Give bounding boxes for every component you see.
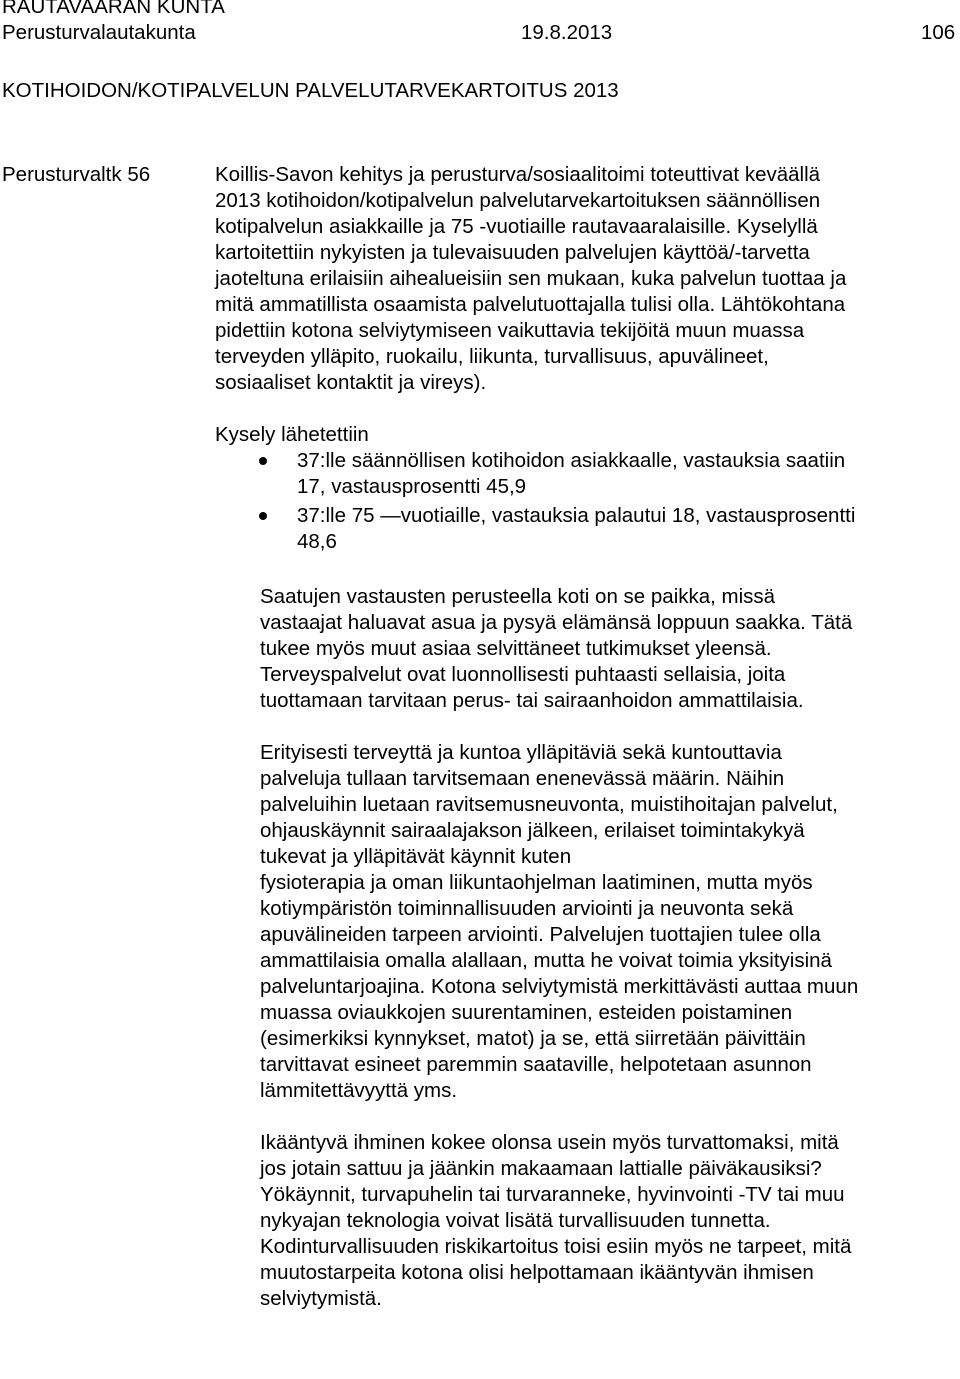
bullet-icon [259, 457, 267, 465]
text-line: 37:lle 75 —vuotiaille, vastauksia palautui 18, vastausprosentti [297, 504, 856, 527]
text-line: Erityisesti terveyttä ja kuntoa ylläpitäviä sekä kuntouttavia [260, 741, 782, 764]
text-line: tukee myös muut asiaa selvittäneet tutkimukset yleensä. [260, 637, 772, 660]
text-line: ammattilaisia omalla alallaan, mutta he voivat toimia yksityisinä [260, 949, 832, 972]
text-line: vastaajat haluavat asua ja pysyä elämänsä loppuun saakka. Tätä [260, 611, 853, 634]
text-line: fysioterapia ja oman liikuntaohjelman laatiminen, mutta myös [260, 871, 813, 894]
text-line: Kodinturvallisuuden riskikartoitus toisi esiin myös ne tarpeet, mitä [260, 1235, 852, 1258]
bullet-icon [259, 512, 267, 520]
text-line: apuvälineiden tarpeen arviointi. Palvelujen tuottajien tulee olla [260, 923, 821, 946]
text-line: sosiaaliset kontaktit ja vireys). [215, 371, 487, 394]
text-line: tarvittavat esineet paremmin saataville, helpotetaan asunnon [260, 1053, 812, 1076]
text-line: nykyajan teknologia voivat lisätä turvallisuuden tunnetta. [260, 1209, 771, 1232]
organization-name: RAUTAVAARAN KUNTA [2, 0, 225, 18]
text-line: ohjauskäynnit sairaalajakson jälkeen, erilaiset toimintakykyä [260, 819, 805, 842]
text-line: tukevat ja ylläpitävät käynnit kuten [260, 845, 572, 868]
text-line: kotipalvelun asiakkaille ja 75 -vuotiaille rautavaaralaisille. Kyselyllä [215, 215, 818, 238]
safety-paragraph [215, 1130, 960, 1312]
board-name: Perusturvalautakunta [2, 21, 196, 44]
spacer [215, 396, 960, 422]
text-line: 17, vastausprosentti 45,9 [297, 475, 527, 498]
text-line: 37:lle säännöllisen kotihoidon asiakkaalle, vastauksia saatiin [297, 449, 846, 472]
text-line: Ikääntyvä ihminen kokee olonsa usein myös turvattomaksi, mitä [260, 1131, 839, 1154]
text-line: pidettiin kotona selviytymiseen vaikuttavia tekijöitä muun muassa [215, 319, 805, 342]
text-line: Saatujen vastausten perusteella koti on se paikka, missä [260, 585, 776, 608]
text-line: muassa oviaukkojen suurentaminen, esteiden poistaminen [260, 1001, 793, 1024]
text-line: lämmitettävyyttä yms. [260, 1079, 458, 1102]
text-line: palveluntarjoajina. Kotona selviytymistä merkittävästi auttaa muun [260, 975, 859, 998]
text-line: palveluja tullaan tarvitsemaan enenevässä määrin. Näihin [260, 767, 785, 790]
meeting-date: 19.8.2013 [521, 21, 613, 44]
services-paragraph [215, 740, 960, 1104]
list-item [215, 503, 960, 555]
text-line: (esimerkiksi kynnykset, matot) ja se, että siirretään päivittäin [260, 1027, 806, 1050]
text-line: Yökäynnit, turvapuhelin tai turvaranneke, hyvinvointi -TV tai muu [260, 1183, 845, 1206]
text-line: jos jotain sattuu ja jäänkin makaamaan lattialle päiväkausiksi? [260, 1157, 822, 1180]
text-line: kotiympäristön toiminnallisuuden arviointi ja neuvonta sekä [260, 897, 794, 920]
text-line: palveluihin luetaan ravitsemusneuvonta, muistihoitajan palvelut, [260, 793, 838, 816]
text-line: selviytymistä. [260, 1287, 382, 1310]
text-line: 48,6 [297, 530, 337, 553]
section-reference: Perusturvaltk 56 [2, 163, 151, 186]
survey-bullet-list [215, 448, 960, 555]
text-line: muutostarpeita kotona olisi helpottamaan ikääntyvän ihmisen [260, 1261, 814, 1284]
text-line: Koillis-Savon kehitys ja perusturva/sosiaalitoimi toteuttivat keväällä [215, 163, 821, 186]
document-title: KOTIHOIDON/KOTIPALVELUN PALVELUTARVEKARTOITUS 2013 [2, 79, 619, 102]
text-line: 2013 kotihoidon/kotipalvelun palvelutarvekartoituksen säännöllisen [215, 189, 821, 212]
text-line: jaoteltuna erilaisiin aihealueisiin sen mukaan, kuka palvelun tuottaa ja [215, 267, 847, 290]
document-body [215, 162, 960, 1312]
text-line: terveyden ylläpito, ruokailu, liikunta, turvallisuus, apuvälineet, [215, 345, 769, 368]
intro-paragraph [215, 162, 960, 396]
page-number: 106 [921, 21, 956, 44]
list-item [215, 448, 960, 500]
spacer [215, 714, 960, 740]
text-line: Terveyspalvelut ovat luonnollisesti puhtaasti sellaisia, joita [260, 663, 786, 686]
spacer [215, 558, 960, 584]
text-line: mitä ammatillista osaamista palvelutuottajalla tulisi olla. Lähtökohtana [215, 293, 846, 316]
survey-label: Kysely lähetettiin [215, 423, 369, 446]
spacer [215, 1104, 960, 1130]
results-paragraph [215, 584, 960, 714]
text-line: kartoitettiin nykyisten ja tulevaisuuden palvelujen käyttöä/-tarvetta [215, 241, 810, 264]
text-line: tuottamaan tarvitaan perus- tai sairaanhoidon ammattilaisia. [260, 689, 804, 712]
